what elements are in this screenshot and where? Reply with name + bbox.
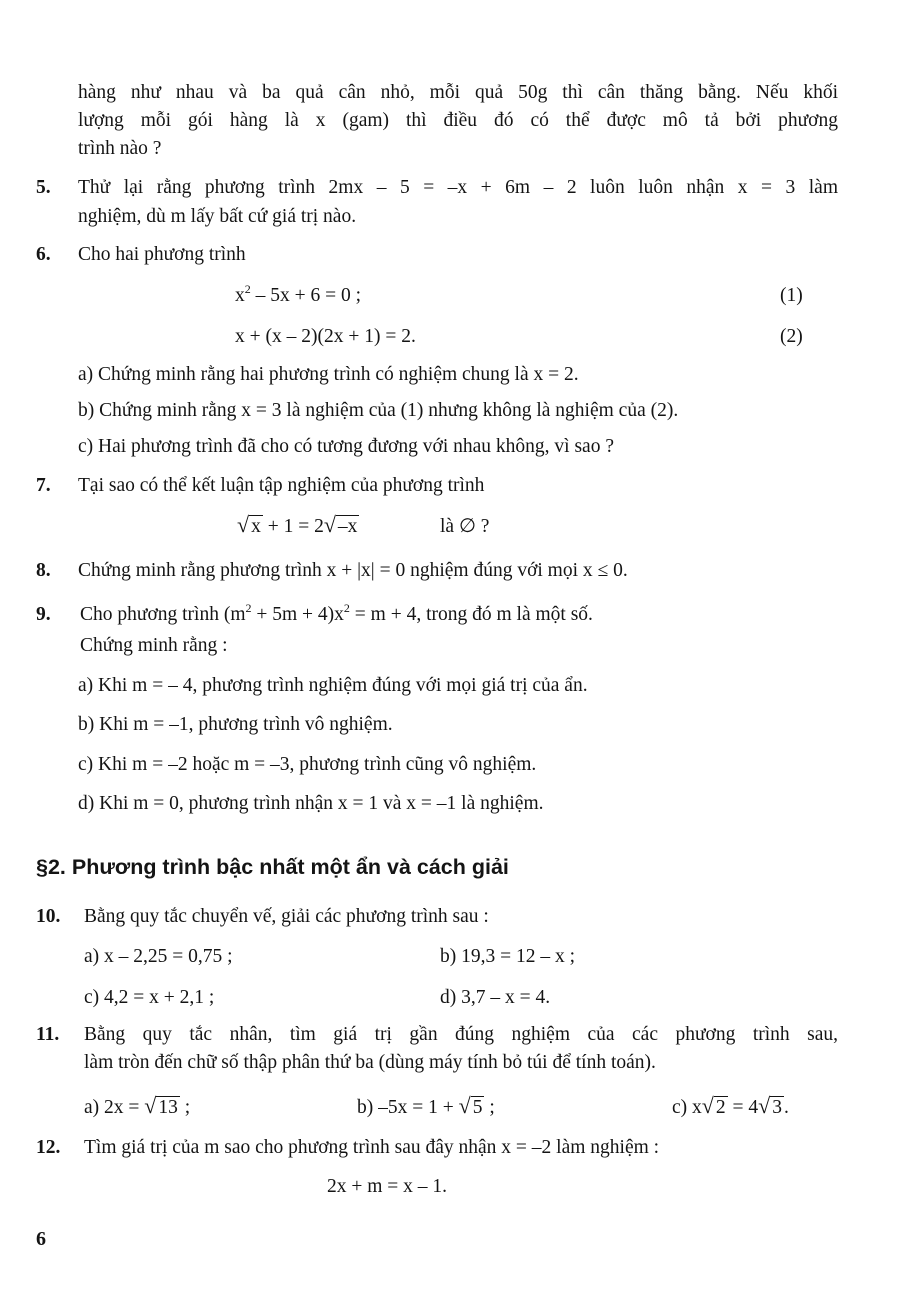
absolute-value: |x| bbox=[357, 560, 375, 581]
sqrt-x: √ x bbox=[237, 512, 261, 537]
exercise-6-equation-1: $x^2 - 5x + 6 = 0$ ; bbox=[235, 282, 362, 306]
exercise-6-part-b: b) Chứng minh rằng x = 3 là nghiệm của (1) nhưng không là nghiệm của (2). bbox=[78, 400, 679, 421]
exercise-8-number: 8. bbox=[36, 560, 51, 581]
exercise-6-number: 6. bbox=[36, 244, 51, 265]
exercise-9-number: 9. bbox=[36, 604, 51, 625]
exercise-7-conclusion: là ∅ ? bbox=[440, 516, 490, 537]
exercise-7-equation: √ x + 1 = 2√ –x bbox=[237, 512, 359, 540]
exercise-7-number: 7. bbox=[36, 475, 51, 496]
exercise-10-intro: Bằng quy tắc chuyển vế, giải các phương trình sau : bbox=[84, 906, 489, 927]
exercise-9-line-2: Chứng minh rằng : bbox=[80, 635, 228, 656]
exercise-6-equation-1-label: (1) bbox=[780, 285, 803, 306]
exercise-9-part-a: a) Khi m = – 4, phương trình nghiệm đúng với mọi giá trị của ẩn. bbox=[78, 675, 588, 696]
exercise-9-line-1: Cho phương trình $(m^2 + 5m + 4)x^2 = m + 4$, trong đó m là một số. bbox=[80, 601, 593, 625]
exercise-10-part-b: b) 19,3 = 12 – x ; bbox=[440, 946, 576, 967]
exercise-9-part-b: b) Khi m = –1, phương trình vô nghiệm. bbox=[78, 714, 393, 735]
exercise-11-part-a: a) 2x = √ 13 ; bbox=[84, 1093, 191, 1118]
intro-line-1: hàng như nhau và ba quả cân nhỏ, mỗi quả 50g thì cân thăng bằng. Nếu khối bbox=[78, 82, 838, 103]
sqrt-minus-x: √ –x bbox=[323, 512, 358, 537]
exercise-12-number: 12. bbox=[36, 1137, 61, 1158]
exercise-11-line-2: làm tròn đến chữ số thập phân thứ ba (dùng máy tính bỏ túi để tính toán). bbox=[84, 1052, 656, 1073]
exercise-9-part-c: c) Khi m = –2 hoặc m = –3, phương trình cũng vô nghiệm. bbox=[78, 754, 537, 775]
exercise-10-part-d: d) 3,7 – x = 4. bbox=[440, 987, 551, 1008]
exercise-6-equation-2-label: (2) bbox=[780, 326, 803, 347]
exercise-5-line-2: nghiệm, dù m lấy bất cứ giá trị nào. bbox=[78, 206, 357, 227]
exercise-7-intro: Tại sao có thể kết luận tập nghiệm của phương trình bbox=[78, 475, 485, 496]
exercise-10-part-a: a) x – 2,25 = 0,75 ; bbox=[84, 946, 233, 967]
exercise-12-equation: 2x + m = x – 1. bbox=[327, 1176, 448, 1197]
exercise-11-number: 11. bbox=[36, 1024, 60, 1045]
page-number: 6 bbox=[36, 1228, 46, 1250]
exercise-9-part-d: d) Khi m = 0, phương trình nhận x = 1 và x = –1 là nghiệm. bbox=[78, 793, 544, 814]
exercise-10-part-c: c) 4,2 = x + 2,1 ; bbox=[84, 987, 215, 1008]
exercise-12-intro: Tìm giá trị của m sao cho phương trình sau đây nhận x = –2 làm nghiệm : bbox=[84, 1137, 660, 1158]
exercise-11-line-1: Bằng quy tắc nhân, tìm giá trị gần đúng nghiệm của các phương trình sau, bbox=[84, 1024, 838, 1045]
exercise-8-text: Chứng minh rằng phương trình x + |x| = 0 nghiệm đúng với mọi x ≤ 0. bbox=[78, 560, 628, 581]
exercise-6-equation-2: x + (x – 2)(2x + 1) = 2. bbox=[235, 326, 416, 347]
exercise-5-number: 5. bbox=[36, 177, 51, 198]
exercise-10-number: 10. bbox=[36, 906, 61, 927]
exercise-11-part-b: b) –5x = 1 + √ 5 ; bbox=[357, 1093, 495, 1118]
intro-line-3: trình nào ? bbox=[78, 138, 162, 159]
intro-line-2: lượng mỗi gói hàng là x (gam) thì điều đó có thể được mô tả bởi phương bbox=[78, 110, 838, 131]
exercise-6-part-c: c) Hai phương trình đã cho có tương đương với nhau không, vì sao ? bbox=[78, 436, 614, 457]
exercise-6-intro: Cho hai phương trình bbox=[78, 244, 246, 265]
exercise-11-part-c: c) x√ 2 = 4√ 3 . bbox=[672, 1093, 789, 1118]
exercise-5-line-1: Thử lại rằng phương trình 2mx – 5 = –x + 6m – 2 luôn luôn nhận x = 3 làm bbox=[78, 177, 838, 198]
exercise-6-part-a: a) Chứng minh rằng hai phương trình có nghiệm chung là x = 2. bbox=[78, 364, 579, 385]
section-heading: §2. Phương trình bậc nhất một ẩn và cách giải bbox=[36, 855, 509, 879]
